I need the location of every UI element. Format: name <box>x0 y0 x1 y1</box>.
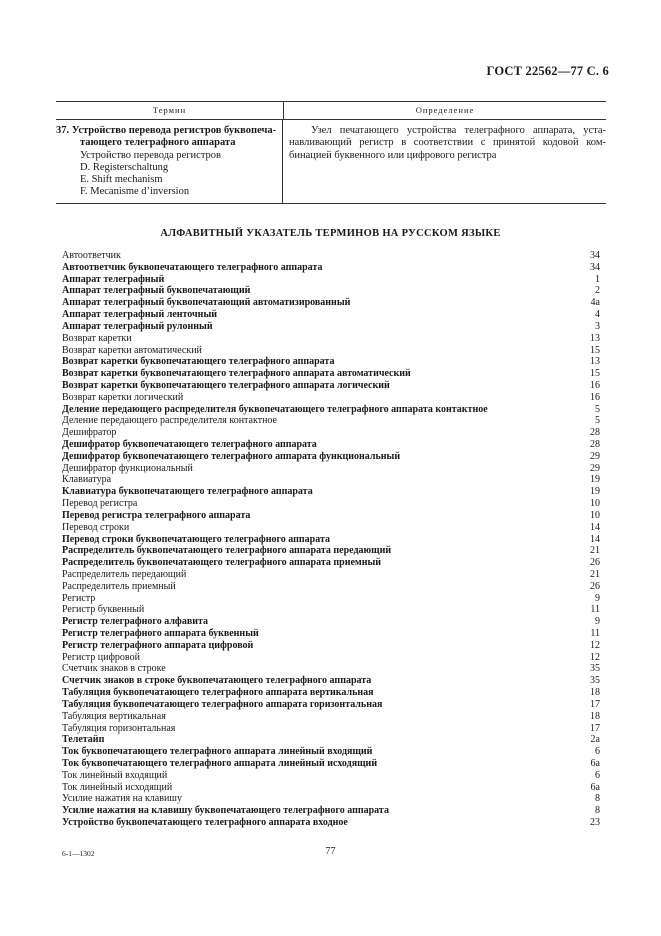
page-number: 77 <box>325 846 336 857</box>
index-term: Дешифратор буквопечатающего телеграфного аппарата <box>62 439 317 450</box>
index-term-number: 15 <box>590 368 600 380</box>
index-entry <box>62 522 600 534</box>
index-term-number: 19 <box>590 474 600 486</box>
term-line: E. Shift mechanism <box>80 174 163 186</box>
index-term-number: 4 <box>595 309 600 321</box>
index-term: Деление передающего распределителя буквопечатающего телеграфного аппарата контактное <box>62 403 488 415</box>
index-term: Возврат каретки буквопечатающего телеграфного аппарата автоматический <box>62 368 411 380</box>
index-term-number: 6а <box>590 757 600 769</box>
term-cell <box>56 120 283 203</box>
index-term: Дешифратор <box>62 427 117 439</box>
index-term-number: 26 <box>590 557 600 569</box>
index-term-number: 14 <box>590 521 600 533</box>
index-entry <box>62 663 600 675</box>
index-term: Перевод регистра <box>62 498 138 510</box>
index-term: Телетайп <box>62 734 105 746</box>
index-entry <box>62 569 600 581</box>
index-entry <box>62 345 600 357</box>
index-term: Возврат каретки логический <box>62 391 184 403</box>
index-entry <box>62 723 600 735</box>
index-term: Счетчик знаков в строке буквопечатающего телеграфного аппарата <box>62 675 372 687</box>
index-term-number: 29 <box>590 462 600 474</box>
index-entry <box>62 486 600 498</box>
index-term-number: 15 <box>590 344 600 356</box>
index-term: Ток буквопечатающего телеграфного аппарата линейный исходящий <box>62 757 378 769</box>
column-header-definition: Определение <box>415 105 475 115</box>
index-term-number: 35 <box>590 675 600 687</box>
index-term-number: 9 <box>595 616 600 628</box>
index-term-number: 10 <box>590 509 600 521</box>
index-term: Автоответчик буквопечатающего телеграфного аппарата <box>62 261 323 273</box>
index-entry <box>62 356 600 368</box>
index-term: Регистр <box>62 592 96 604</box>
index-entry <box>62 628 600 640</box>
index-term-number: 3 <box>595 320 600 332</box>
index-entry <box>62 545 600 557</box>
index-term-number: 21 <box>590 568 600 580</box>
index-term: Распределитель передающий <box>62 568 187 580</box>
index-entry <box>62 805 600 817</box>
index-entry <box>62 557 600 569</box>
index-term: Перевод регистра телеграфного аппарата <box>62 509 251 521</box>
index-term: Устройство буквопечатающего телеграфного аппарата входное <box>62 817 348 828</box>
definition-cell <box>283 120 606 203</box>
page-header: ГОСТ 22562—77 С. 6 <box>486 64 609 78</box>
index-entry <box>62 616 600 628</box>
index-entry <box>62 309 600 321</box>
index-term-number: 2 <box>595 285 600 297</box>
index-title: АЛФАВИТНЫЙ УКАЗАТЕЛЬ ТЕРМИНОВ НА РУССКОМ ЯЗЫКЕ <box>160 228 501 239</box>
print-code: 6-1—1302 <box>62 849 95 858</box>
index-entry <box>62 746 600 758</box>
terms-table <box>56 101 606 204</box>
index-term-number: 12 <box>590 639 600 651</box>
index-term-number: 13 <box>590 356 600 368</box>
index-term: Дешифратор буквопечатающего телеграфного аппарата функциональный <box>62 450 401 462</box>
index-term: Распределитель приемный <box>62 580 176 592</box>
index-entry <box>62 404 600 416</box>
index-entry <box>62 368 600 380</box>
index-term-number: 35 <box>590 663 600 675</box>
index-term: Клавиатура <box>62 474 112 486</box>
index-entry <box>62 675 600 687</box>
index-entry <box>62 640 600 652</box>
index-entry <box>62 711 600 723</box>
column-header-term: Термин <box>56 102 284 119</box>
index-entry <box>62 581 600 593</box>
index-entry <box>62 793 600 805</box>
index-term: Счетчик знаков в строке <box>62 663 166 675</box>
index-entry <box>62 758 600 770</box>
index-term: Регистр цифровой <box>62 651 140 663</box>
index-entry <box>62 463 600 475</box>
index-term: Возврат каретки <box>62 332 132 344</box>
term-line: F. Mecanisme d’inversion <box>80 186 190 198</box>
table-header <box>56 101 606 120</box>
index-term-number: 21 <box>590 545 600 557</box>
index-entry <box>62 817 600 829</box>
index-term-number: 16 <box>590 379 600 391</box>
index-term: Распределитель буквопечатающего телеграфного аппарата передающий <box>62 545 392 557</box>
index-term-number: 8 <box>595 793 600 805</box>
index-term: Аппарат телеграфный рулонный <box>62 320 213 332</box>
index-list <box>62 250 600 829</box>
index-term-number: 17 <box>590 698 600 710</box>
index-entry <box>62 604 600 616</box>
index-term: Регистр телеграфного аппарата буквенный <box>62 628 259 639</box>
index-term-number: 12 <box>590 651 600 663</box>
index-term: Аппарат телеграфный буквопечатающий <box>62 285 251 297</box>
index-term-number: 26 <box>590 580 600 592</box>
index-term-number: 34 <box>590 261 600 273</box>
index-entry <box>62 699 600 711</box>
index-term-number: 28 <box>590 427 600 439</box>
index-entry <box>62 380 600 392</box>
index-term: Табуляция буквопечатающего телеграфного аппарата горизонтальная <box>62 698 383 710</box>
index-term: Ток буквопечатающего телеграфного аппарата линейный входящий <box>62 746 373 758</box>
index-term-number: 5 <box>595 403 600 415</box>
index-entry <box>62 652 600 664</box>
term-line: 37. Устройство перевода регистров буквопеча- <box>56 125 277 136</box>
index-term-number: 29 <box>590 450 600 462</box>
index-entry <box>62 297 600 309</box>
index-entry <box>62 427 600 439</box>
index-term: Аппарат телеграфный буквопечатающий автоматизированный <box>62 297 351 309</box>
term-line: Устройство перевода регистров <box>80 149 222 161</box>
definition-text: Узел печатающего устройства телеграфного аппарата, уста-навливающий регистр в соответствии с принятой кодовой ком-бинацией буквенного или цифрового регистра <box>289 125 606 161</box>
index-term-number: 6а <box>590 781 600 793</box>
index-term-number: 28 <box>590 439 600 450</box>
index-entry <box>62 250 600 262</box>
index-term-number: 10 <box>590 498 600 510</box>
index-term: Возврат каретки автоматический <box>62 344 202 356</box>
index-term-number: 11 <box>590 628 600 639</box>
index-term-number: 18 <box>590 687 600 699</box>
index-entry <box>62 262 600 274</box>
index-term: Распределитель буквопечатающего телеграфного аппарата приемный <box>62 557 382 569</box>
index-term: Усилие нажатия на клавишу <box>62 793 182 805</box>
index-term-number: 6 <box>595 769 600 781</box>
term-line: D. Registerschaltung <box>80 161 169 173</box>
index-entry <box>62 498 600 510</box>
index-term: Возврат каретки буквопечатающего телеграфного аппарата <box>62 356 335 368</box>
index-term: Дешифратор функциональный <box>62 462 193 474</box>
index-entry <box>62 439 600 451</box>
index-term-number: 17 <box>590 722 600 734</box>
index-term: Табуляция горизонтальная <box>62 722 176 734</box>
index-entry <box>62 687 600 699</box>
index-term: Клавиатура буквопечатающего телеграфного аппарата <box>62 486 313 498</box>
index-entry <box>62 333 600 345</box>
index-entry <box>62 415 600 427</box>
index-term-number: 2а <box>590 734 600 746</box>
index-term: Ток линейный исходящий <box>62 781 173 793</box>
index-entry <box>62 782 600 794</box>
index-term-number: 14 <box>590 533 600 545</box>
index-term: Табуляция вертикальная <box>62 710 166 722</box>
index-term-number: 23 <box>590 817 600 828</box>
index-term-number: 16 <box>590 391 600 403</box>
index-term: Перевод строки буквопечатающего телеграфного аппарата <box>62 533 330 545</box>
index-entry <box>62 593 600 605</box>
index-term-number: 18 <box>590 710 600 722</box>
index-term-number: 9 <box>595 592 600 604</box>
index-term-number: 11 <box>590 604 600 616</box>
index-term-number: 6 <box>595 746 600 758</box>
index-term-number: 34 <box>590 250 600 261</box>
index-entry <box>62 534 600 546</box>
index-term: Возврат каретки буквопечатающего телеграфного аппарата логический <box>62 379 390 391</box>
index-entry <box>62 474 600 486</box>
table-row <box>56 120 606 204</box>
index-entry <box>62 274 600 286</box>
term-line: тающего телеграфного аппарата <box>80 137 236 149</box>
index-term-number: 4а <box>590 297 600 309</box>
index-entry <box>62 451 600 463</box>
index-term: Регистр телеграфного алфавита <box>62 616 209 628</box>
index-term: Аппарат телеграфный <box>62 273 165 285</box>
index-entry <box>62 734 600 746</box>
index-term-number: 13 <box>590 332 600 344</box>
index-term: Табуляция буквопечатающего телеграфного аппарата вертикальная <box>62 687 374 699</box>
index-entry <box>62 392 600 404</box>
index-term-number: 5 <box>595 415 600 427</box>
index-term: Усилие нажатия на клавишу буквопечатающего телеграфного аппарата <box>62 805 389 817</box>
index-term-number: 8 <box>595 805 600 817</box>
index-term: Деление передающего распределителя контактное <box>62 415 277 427</box>
index-entry <box>62 510 600 522</box>
index-entry <box>62 321 600 333</box>
index-term-number: 19 <box>590 486 600 498</box>
index-term: Перевод строки <box>62 521 130 533</box>
index-term: Регистр буквенный <box>62 604 145 616</box>
index-term-number: 1 <box>595 273 600 285</box>
index-entry <box>62 285 600 297</box>
index-term: Автоответчик <box>62 250 121 261</box>
index-term: Аппарат телеграфный ленточный <box>62 309 218 321</box>
index-term: Ток линейный входящий <box>62 769 168 781</box>
index-entry <box>62 770 600 782</box>
index-term: Регистр телеграфного аппарата цифровой <box>62 639 254 651</box>
